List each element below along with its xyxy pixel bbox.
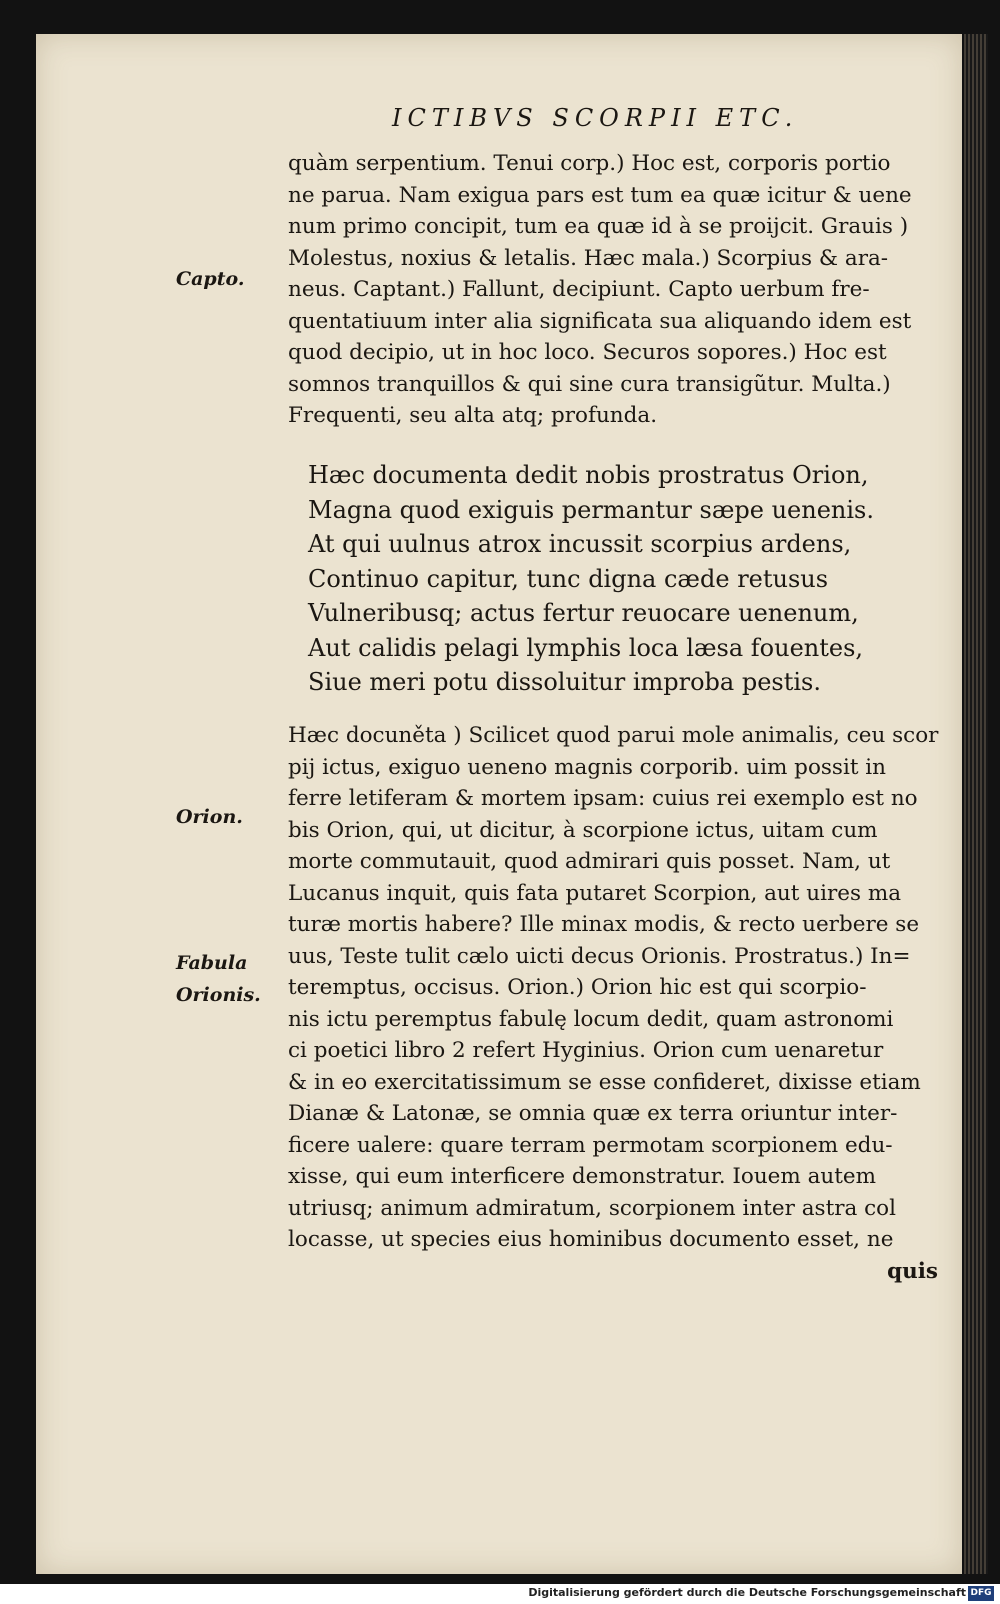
- text-line: ci poetici libro 2 refert Hyginius. Orion cum uenaretur: [288, 1038, 884, 1063]
- verse-line: Vulneribusq; actus fertur reuocare uenenum,: [308, 599, 859, 627]
- verse-line: Siue meri potu dissoluitur improba pestis.: [308, 668, 821, 696]
- commentary-block-2: [288, 720, 946, 1256]
- text-line: quentatiuum inter alia significata sua aliquando idem est: [288, 308, 912, 334]
- running-head: ICTIBVS SCORPII ETC.: [392, 104, 799, 132]
- text-line: pij ictus, exiguo ueneno magnis corporib. uim possit in: [288, 754, 887, 780]
- text-line: uus, Teste tulit cælo uicti decus Orionis. Prostratus.) In=: [288, 943, 911, 969]
- text-line: teremptus, occisus. Orion.) Orion hic est qui scorpio-: [288, 975, 867, 1000]
- text-line: somnos tranquillos & qui sine cura transigũtur. Multa.): [288, 371, 891, 397]
- verse-line: At qui uulnus atrox incussit scorpius ardens,: [308, 530, 852, 558]
- marginal-note: Fabula: [176, 952, 248, 974]
- marginal-note: Orion.: [176, 806, 243, 828]
- verse-block: [308, 458, 928, 700]
- text-line: turæ mortis habere? Ille minax modis, & recto uerbere se: [288, 912, 920, 937]
- book-edge: [964, 34, 988, 1574]
- dfg-logo: DFG: [968, 1586, 994, 1601]
- text-line: nis ictu peremptus fabulę locum dedit, quam astronomi: [288, 1006, 894, 1032]
- text-line: neus. Captant.) Fallunt, decipiunt. Capto uerbum fre-: [288, 277, 870, 302]
- text-line: Molestus, noxius & letalis. Hæc mala.) Scorpius & ara-: [288, 245, 889, 271]
- text-line: quod decipio, ut in hoc loco. Securos sopores.) Hoc est: [288, 340, 887, 365]
- text-line: bis Orion, qui, ut dicitur, à scorpione ictus, uitam cum: [288, 817, 878, 843]
- text-line: xisse, qui eum interficere demonstratur. Iouem autem: [288, 1164, 877, 1189]
- text-line: quàm serpentium. Tenui corp.) Hoc est, corporis portio: [288, 151, 891, 176]
- text-line: morte commutauit, quod admirari quis posset. Nam, ut: [288, 849, 891, 874]
- marginal-note: Orionis.: [176, 984, 261, 1006]
- text-line: locasse, ut species eius hominibus documento esset, ne: [288, 1227, 894, 1252]
- marginal-note: Capto.: [176, 268, 245, 290]
- text-line: Hæc docuněta ) Scilicet quod parui mole animalis, ceu scor: [288, 723, 939, 748]
- verse-line: Magna quod exiguis permantur sæpe uenenis.: [308, 495, 874, 524]
- text-line: ferre letiferam & mortem ipsam: cuius rei exemplo est no: [288, 786, 918, 811]
- footer-bar: [0, 1584, 1000, 1604]
- text-line: ficere ualere: quare terram permotam scorpionem edu-: [288, 1132, 893, 1158]
- verse-line: Aut calidis pelagi lymphis loca læsa fouentes,: [308, 633, 864, 662]
- text-line: ne parua. Nam exigua pars est tum ea quæ icitur & uene: [288, 182, 912, 208]
- text-line: num primo concipit, tum ea quæ id à se proijcit. Grauis ): [288, 214, 909, 239]
- commentary-block-1: [288, 148, 946, 432]
- text-line: & in eo exercitatissimum se esse confideret, dixisse etiam: [288, 1069, 921, 1095]
- text-line: Frequenti, seu alta atq; profunda.: [288, 403, 658, 428]
- text-line: utriusq; animum admiratum, scorpionem inter astra col: [288, 1195, 896, 1221]
- text-line: Lucanus inquit, quis fata putaret Scorpion, aut uires ma: [288, 880, 902, 906]
- verse-line: Continuo capitur, tunc digna cæde retusus: [308, 564, 829, 593]
- catchword: quis: [887, 1259, 938, 1284]
- funding-credit: Digitalisierung gefördert durch die Deutsche Forschungsgemeinschaft: [528, 1586, 966, 1599]
- verse-line: Hæc documenta dedit nobis prostratus Orion,: [308, 461, 869, 489]
- text-line: Dianæ & Latonæ, se omnia quæ ex terra oriuntur inter-: [288, 1101, 898, 1126]
